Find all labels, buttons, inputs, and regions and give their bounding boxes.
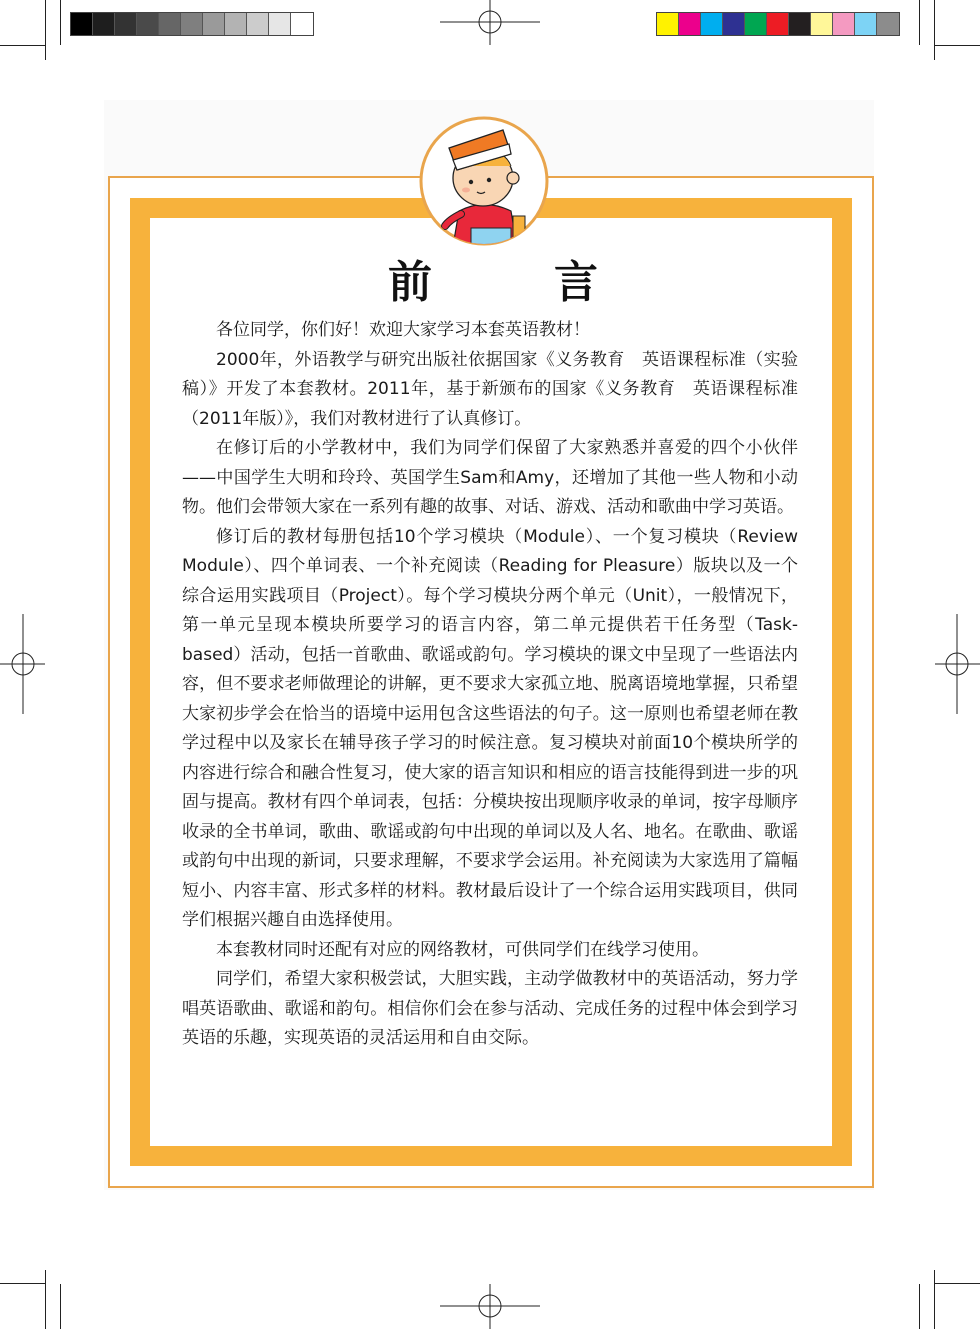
color-swatch	[679, 13, 701, 35]
color-calibration-bar	[656, 12, 900, 36]
page-title	[388, 246, 598, 306]
paragraph-history: 2000年，外语教学与研究出版社依据国家《义务教育 英语课程标准（实验稿）》开发了本套教材。2011年，基于新颁布的国家《义务教育 英语课程标准（2011年版）》，我们对教材进行了认真修订。	[182, 349, 798, 429]
crop-mark	[935, 1283, 980, 1284]
registration-mark-top	[440, 0, 540, 45]
gray-swatch	[269, 13, 291, 35]
color-swatch	[701, 13, 723, 35]
crop-mark	[60, 0, 61, 45]
color-swatch	[767, 13, 789, 35]
color-swatch	[789, 13, 811, 35]
crop-mark	[935, 45, 980, 46]
gray-swatch	[225, 13, 247, 35]
crop-mark	[0, 1283, 45, 1284]
gray-swatch	[93, 13, 115, 35]
paragraph-closing: 同学们，希望大家积极尝试，大胆实践，主动学做教材中的英语活动，努力学唱英语歌曲、歌谣和韵句。相信你们会在参与活动、完成任务的过程中体会到学习英语的乐趣，实现英语的灵活运用和自由交际。	[182, 969, 798, 1048]
title-char-2: 言	[554, 257, 598, 308]
cartoon-boy-illustration	[419, 116, 549, 246]
crop-mark	[919, 1284, 920, 1329]
grayscale-calibration-bar	[70, 12, 314, 36]
gray-swatch	[291, 13, 313, 35]
color-swatch	[723, 13, 745, 35]
crop-mark	[45, 1270, 46, 1329]
color-swatch	[833, 13, 855, 35]
color-swatch	[745, 13, 767, 35]
paragraph-characters: 在修订后的小学教材中，我们为同学们保留了大家熟悉并喜爱的四个小伙伴——中国学生大明和玲玲、英国学生Sam和Amy，还增加了其他一些人物和小动物。他们会带领大家在一系列有趣的故事、对话、游戏、活动和歌曲中学习英语。	[182, 438, 798, 517]
gray-swatch	[181, 13, 203, 35]
color-swatch	[657, 13, 679, 35]
registration-mark-left	[0, 614, 45, 714]
crop-mark	[934, 0, 935, 60]
crop-mark	[0, 45, 45, 46]
crop-mark	[45, 0, 46, 60]
registration-mark-right	[935, 614, 980, 714]
gray-swatch	[203, 13, 225, 35]
paragraph-greeting: 各位同学，你们好！欢迎大家学习本套英语教材！	[216, 320, 590, 340]
gray-swatch	[159, 13, 181, 35]
gray-swatch	[247, 13, 269, 35]
title-char-1: 前	[388, 257, 432, 308]
paragraph-structure: 修订后的教材每册包括10个学习模块（Module）、一个复习模块（Review Module）、四个单词表、一个补充阅读（Reading for Pleasure）版块以及一个综合运用实践项目（Project）。每个学习模块分两个单元（Unit），一般情况下，第一单元呈现本模块所要学习的语言内容，第二单元提供若干任务型（Task-based）活动，包括一首歌曲、歌谣或韵句。学习模块的课文中呈现了一些语法内容，但不要求老师做理论的讲解，更不要求大家孤立地、脱离语境地掌握，只希望大家初步学会在恰当的语境中运用包含这些语法的句子。这一原则也希望老师在教学过程中以及家长在辅导孩子学习的时候注意。复习模块对前面10个模块所学的内容进行综合和融合性复习，使大家的语言知识和相应的语言技能得到进一步的巩固与提高。教材有四个单词表，包括：分模块按出现顺序收录的单词，按字母顺序收录的全书单词，歌曲、歌谣或韵句中出现的单词以及人名、地名。在歌曲、歌谣或韵句中出现的新词，只要求理解，不要求学会运用。补充阅读为大家选用了篇幅短小、内容丰富、形式多样的材料。教材最后设计了一个综合运用实践项目，供同学们根据兴趣自由选择使用。	[182, 526, 798, 930]
crop-mark	[60, 1284, 61, 1329]
paragraph-online: 本套教材同时还配有对应的网络教材，可供同学们在线学习使用。	[216, 939, 709, 960]
preface-body	[182, 316, 798, 1054]
crop-mark	[934, 1270, 935, 1329]
gray-swatch	[71, 13, 93, 35]
gray-swatch	[137, 13, 159, 35]
registration-mark-bottom	[440, 1284, 540, 1329]
color-swatch	[855, 13, 877, 35]
color-swatch	[877, 13, 899, 35]
color-swatch	[811, 13, 833, 35]
crop-mark	[919, 0, 920, 45]
gray-swatch	[115, 13, 137, 35]
